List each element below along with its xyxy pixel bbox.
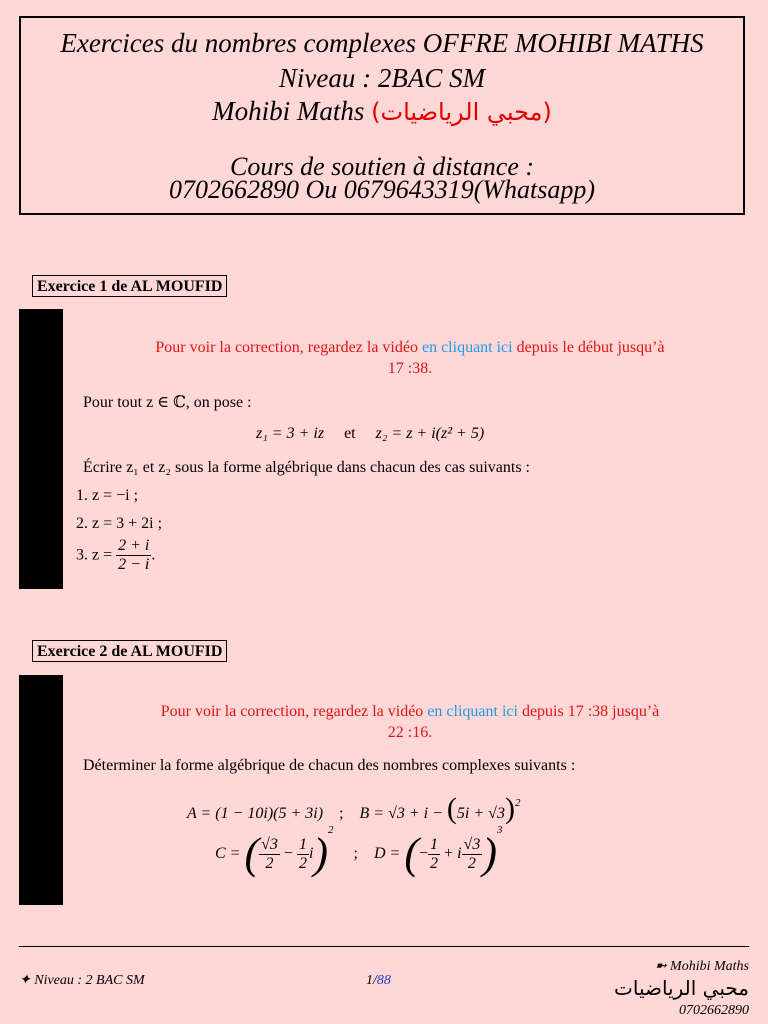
header-level: Niveau : 2BAC SM [278, 63, 486, 93]
exercise1-case-2: 2. z = 3 + 2i ; [76, 515, 163, 532]
exercise2-instruction: Déterminer la forme algébrique de chacun des nombres complexes suivants : [83, 757, 576, 774]
footer-page-number: 1/88 [366, 973, 391, 988]
header-brand-latin: Mohibi Maths [212, 96, 372, 126]
exercise1-case-1: 1. z = −i ; [76, 487, 139, 504]
exercise1-instruction: Écrire z₁ et z₂ sous la forme algébrique dans chacun des cas suivants : [83, 459, 530, 476]
expr-D-label: D = [374, 845, 401, 862]
exercise1-definitions: z₁ = 3 + iz et z₂ = z + i(z² + 5) [256, 425, 485, 442]
exercise1-correction: Pour voir la correction, regardez la vidéo en cliquant ici depuis le début jusqu’à [155, 339, 665, 356]
expr-B: B = √3 + i − [359, 805, 443, 822]
footer-phone: 0702662890 [679, 1003, 749, 1018]
exercise1-intro: Pour tout z ∈ ℂ, on pose : [83, 394, 252, 411]
exercise2-correction: Pour voir la correction, regardez la vidéo en cliquant ici depuis 17 :38 jusqu’à [160, 703, 660, 720]
header-box [19, 16, 745, 215]
case3-fraction: $\frac{2 + i}{2 - i}$ [118, 537, 150, 573]
exercise2-bar [19, 675, 63, 905]
expr-A: A = (1 − 10i)(5 + 3i) [187, 805, 324, 822]
exercise1-bar [19, 309, 63, 589]
footer-page-total-link[interactable]: 88 [376, 973, 391, 988]
expr-C-label: C = [215, 845, 241, 862]
exercise1-case-3: 3. z = $\frac{2 + i}{2 - i}$ . [76, 537, 156, 573]
header-phones: 0702662890 Ou 0679643319(Whatsapp) [168, 175, 596, 204]
header-brand-arabic: (محبي الرياضيات) [371, 98, 552, 126]
footer-level: ✦ Niveau : 2 BAC SM [19, 973, 145, 988]
header-brand [21, 96, 743, 127]
footer-rule [19, 946, 749, 947]
exercise1-title: Exercice 1 de AL MOUFID [32, 275, 227, 297]
exercise2-correction-time: 22 :16. [387, 724, 433, 741]
exercise2-title: Exercice 2 de AL MOUFID [32, 640, 227, 662]
expr-C-D: C = ( $\frac{√3}{2}$ − $\frac{1}{2}$ i)$^2$ ; D = (− $\frac{1}{2}$ + i $\frac{√3}{2}$ )$^3$ [215, 824, 503, 878]
exercise2-video-link[interactable]: en cliquant ici [427, 703, 518, 720]
expr-A-B: A = (1 − 10i)(5 + 3i) ; $B = √3 + i - (5i + √3)^2$ [187, 792, 521, 825]
exercise1-correction-time: 17 :38. [387, 360, 433, 377]
footer-brand: ➼ Mohibi Maths [654, 959, 749, 974]
exercise1-video-link[interactable]: en cliquant ici [421, 339, 513, 356]
header-support: Cours de soutien à distance : [229, 152, 535, 181]
header-title: Exercices du nombres complexes OFFRE MOHIBI MATHS [60, 28, 704, 58]
footer-brand-arabic: محبي الرياضيات [614, 976, 749, 1000]
